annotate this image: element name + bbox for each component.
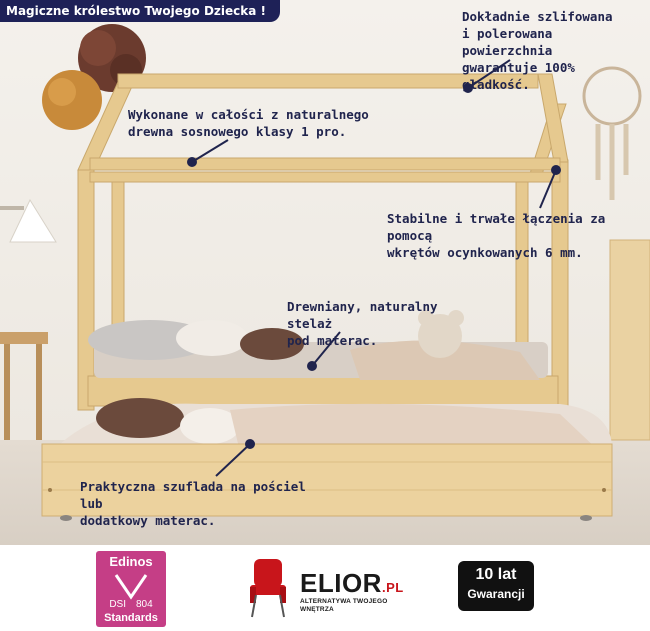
chair-icon [244,557,292,619]
elior-name: ELIOR [300,568,382,598]
edinos-code: 804 [135,599,153,610]
elior-domain: .PL [381,580,404,595]
caption-drawer: Praktyczna szuflada na pościel lub dodatkowy materac. [80,479,306,528]
footer-logos [0,545,650,631]
edinos-check-icon [114,571,148,601]
caption-smooth-surface: Dokładnie szlifowana i polerowana powierzchnia gwarantuje 100% gładkość. [462,9,613,92]
elior-tagline: ALTERNATYWA TWOJEGO WNĘTRZA [300,598,388,613]
warranty-badge [458,561,534,611]
caption-slat-frame: Drewniany, naturalny stelaż pod materac. [287,299,438,348]
slogan-banner: Magiczne królestwo Twojego Dziecka ! [0,0,280,22]
edinos-label: Standards [104,612,158,624]
edinos-dsi-row [96,600,166,610]
warranty-label: Gwarancji [467,587,525,601]
edinos-name: Edinos [109,554,153,569]
elior-logo [242,555,412,621]
warranty-years: 10 lat [475,566,517,583]
edinos-standards-logo [96,551,166,627]
caption-joints: Stabilne i trwałe łączenia za pomocą wkrętów ocynkowanych 6 mm. [387,211,606,260]
caption-pine-wood: Wykonane w całości z naturalnego drewna sosnowego klasy 1 pro. [128,107,369,139]
edinos-dsi: DSI [109,599,126,610]
